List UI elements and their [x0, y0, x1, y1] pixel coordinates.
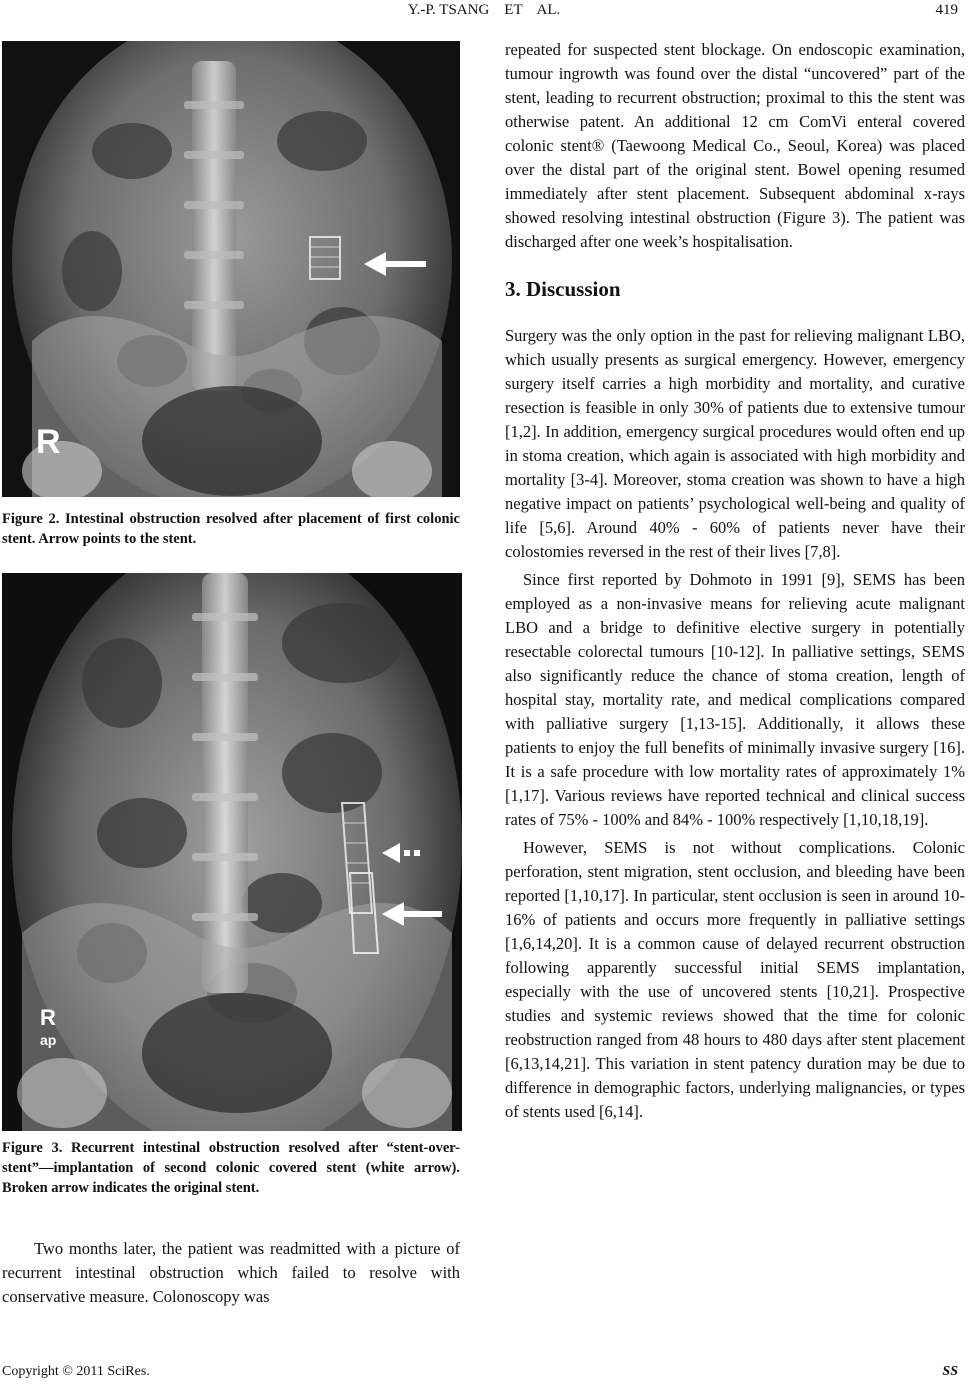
- figure-2-xray-image: [2, 41, 460, 497]
- right-paragraph-3: Since first reported by Dohmoto in 1991 [9], SEMS has been employed as a non-invasive means for relieving acute malignant LBO and a bridge to definitive elective surgery in potentially resectable colorectal tumours [10-12]. In palliative settings, SEMS also significantly reduce the chance of stoma creation, length of hospital stay, mortality rate, and medical complications compared with palliative surgery [1,13-15]. Additionally, it allows these patients to enjoy the full benefits of minimally invasive surgery [16]. It is a safe procedure with low mortality rates of approximately 1% [1,17]. Various reviews have reported technical and clinical success rates of 75% - 100% and 84% - 100% respectively [1,10,18,19].: [505, 570, 965, 829]
- section-heading-discussion: 3. Discussion: [505, 277, 621, 301]
- left-column-paragraph: Two months later, the patient was readmitted with a picture of recurrent intestinal obstruction which failed to resolve with conservative measure. Colonoscopy was: [2, 1239, 460, 1306]
- right-paragraph-1: repeated for suspected stent blockage. On endoscopic examination, tumour ingrowth was found over the distal “uncovered” part of the stent, leading to recurrent obstruction; proximal to this the stent was otherwise patent. An additional 12 cm ComVi enteral covered colonic stent® (Taewoong Medical Co., Seoul, Korea) was placed over the distal part of the original stent. Bowel opening resumed immediately after stent placement. Subsequent abdominal x-rays showed resolving intestinal obstruction (Figure 3). The patient was discharged after one week’s hospitalisation.: [505, 40, 965, 251]
- footer-copyright: Copyright © 2011 SciRes.: [2, 1364, 150, 1379]
- figure-2-caption: Figure 2. Intestinal obstruction resolved after placement of first colonic stent. Arrow points to the stent.: [2, 511, 460, 547]
- figure-2-xray-drawing: [2, 41, 460, 497]
- right-paragraph-2: Surgery was the only option in the past for relieving malignant LBO, which usually presents as surgical emergency. However, emergency surgery itself carries a high morbidity and mortality, and curative resection is feasible in only 30% of patients due to extensive tumour [1,2]. In addition, emergency surgical procedures would often end up in stoma creation, which again is associated with high morbidity and mortality [3-4]. Moreover, stoma creation was shown to have a high negative impact on patients’ psychological well-being and quality of life [5,6]. Around 40% - 60% of patients never have their colostomies reversed in the rest of their lives [7,8].: [505, 326, 965, 561]
- right-column: [505, 38, 965, 1128]
- running-head-authors: Y.-P. TSANG ET AL.: [407, 2, 561, 18]
- figure-3-xray-drawing: [2, 573, 462, 1131]
- footer-journal: SS: [942, 1364, 958, 1379]
- figure-3-r-marker: R: [40, 1005, 56, 1030]
- figure-3-xray-image: [2, 573, 462, 1131]
- running-head: [0, 2, 968, 24]
- figure-3-ap-marker: ap: [40, 1032, 57, 1048]
- figure-3-caption: Figure 3. Recurrent intestinal obstruction resolved after “stent-over-stent”—implantation of second colonic covered stent (white arrow). Broken arrow indicates the original stent.: [2, 1140, 460, 1196]
- page-number: 419: [935, 2, 958, 18]
- right-paragraph-4: However, SEMS is not without complications. Colonic perforation, stent migration, stent occlusion, and bleeding have been reported [1,10,17]. In particular, stent occlusion is seen in around 10-16% of patients and occurs more frequently in palliative settings [1,6,14,20]. It is a common cause of delayed recurrent obstruction following apparently successful initial SEMS implantation, especially with the use of uncovered stents [10,21]. Prospective studies and systemic reviews showed that the time for colonic reobstruction ranged from 48 hours to 480 days after stent placement [6,13,14,21]. This variation in stent patency duration may be due to difference in demographic factors, underlying malignancies, or types of stents used [6,14].: [505, 838, 965, 1121]
- figure-2-r-marker: R: [36, 423, 61, 461]
